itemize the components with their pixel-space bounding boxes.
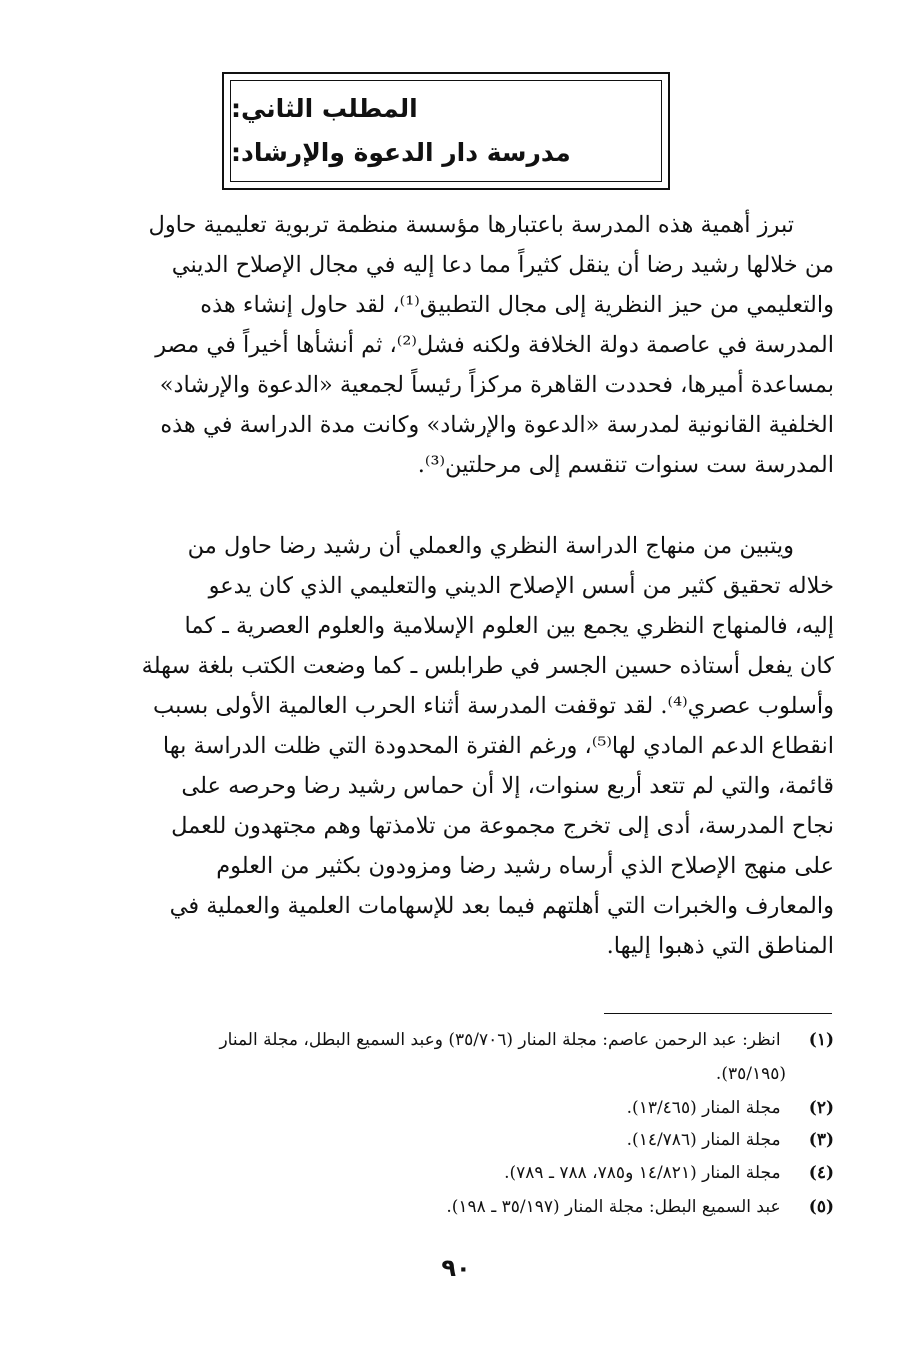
paragraph-line: والتعليمي من حيز النظرية إلى مجال التطبيق⁽¹⁾، لقد حاول إنشاء هذه: [200, 292, 834, 318]
paragraph-line: إليه، فالمنهاج النظري يجمع بين العلوم الإسلامية والعلوم العصرية ـ كما: [184, 613, 834, 639]
footnote-text: مجلة المنار (١٤/٧٨٦).: [626, 1130, 781, 1150]
section-title-box: [222, 72, 670, 190]
paragraph-line: خلاله تحقيق كثير من أسس الإصلاح الديني والتعليمي الذي كان يدعو: [208, 573, 834, 599]
paragraph-line: قائمة، والتي لم تتعد أربع سنوات، إلا أن حماس رشيد رضا وحرصه على: [181, 773, 834, 799]
paragraph-line: على منهج الإصلاح الذي أرساه رشيد رضا ومزودون بكثير من العلوم: [216, 853, 834, 879]
paragraph-line: والمعارف والخبرات التي أهلتهم فيما بعد للإسهامات العلمية والعملية في: [169, 893, 834, 919]
footnote-5: [446, 1197, 834, 1217]
footnote-number: (١): [808, 1030, 834, 1050]
paragraph-line: انقطاع الدعم المادي لها⁽⁵⁾، ورغم الفترة المحدودة التي ظلت الدراسة بها: [162, 733, 834, 759]
footnote-1: [219, 1030, 834, 1050]
paragraph-2: [78, 526, 834, 966]
footnote-4: [504, 1163, 834, 1183]
footnote-number: (٤): [808, 1163, 834, 1183]
paragraph-line: تبرز أهمية هذه المدرسة باعتبارها مؤسسة منظمة تربوية تعليمية حاول: [148, 212, 794, 238]
paragraph-line: نجاح المدرسة، أدى إلى تخرج مجموعة من تلامذتها وهم مجتهدون للعمل: [171, 813, 834, 839]
section-subheading: مدرسة دار الدعوة والإرشاد:: [231, 138, 571, 167]
footnote-number: (٥): [808, 1197, 834, 1217]
page-number: ٩٠: [441, 1254, 471, 1282]
footnote-text: مجلة المنار (١٤/٨٢١ و٧٨٥، ٧٨٨ ـ ٧٨٩).: [504, 1163, 781, 1183]
paragraph-line: الخلفية القانونية لمدرسة «الدعوة والإرشاد» وكانت مدة الدراسة في هذه: [160, 412, 834, 438]
paragraph-line: المدرسة في عاصمة دولة الخلافة ولكنه فشل⁽²⁾، ثم أنشأها أخيراً في مصر: [155, 332, 834, 358]
footnote-3: [627, 1130, 834, 1150]
paragraph-line: كان يفعل أستاذه حسين الجسر في طرابلس ـ كما وضعت الكتب بلغة سهلة: [141, 653, 834, 679]
section-heading: المطلب الثاني:: [231, 94, 418, 123]
paragraph-line: وأسلوب عصري⁽⁴⁾. لقد توقفت المدرسة أثناء الحرب العالمية الأولى بسبب: [153, 693, 834, 719]
paragraph-line: من خلالها رشيد رضا أن ينقل كثيراً مما دعا إليه في مجال الإصلاح الديني: [171, 252, 834, 278]
paragraph-1: [78, 205, 834, 485]
footnote-number: (٢): [808, 1098, 834, 1118]
footnote-text: مجلة المنار (١٣/٤٦٥).: [626, 1098, 781, 1118]
paragraph-line: بمساعدة أميرها، فحددت القاهرة مركزاً رئيساً لجمعية «الدعوة والإرشاد»: [159, 372, 834, 398]
footnote-text: عبد السميع البطل: مجلة المنار (٣٥/١٩٧ ـ ١٩٨).: [446, 1197, 781, 1217]
paragraph-line: المناطق التي ذهبوا إليها.: [606, 933, 834, 959]
footnote-number: (٣): [808, 1130, 834, 1150]
footnote-2: [627, 1098, 834, 1118]
paragraph-line: المدرسة ست سنوات تنقسم إلى مرحلتين⁽³⁾.: [417, 452, 834, 478]
footnote-1-continuation: (٣٥/١٩٥).: [715, 1064, 786, 1084]
section-title-inner-frame: [230, 80, 662, 182]
paragraph-line: ويتبين من منهاج الدراسة النظري والعملي أن رشيد رضا حاول من: [187, 533, 794, 559]
footnote-separator: [604, 1013, 832, 1014]
footnote-text: انظر: عبد الرحمن عاصم: مجلة المنار (٣٥/٧٠٦) وعبد السميع البطل، مجلة المنار: [219, 1030, 781, 1050]
